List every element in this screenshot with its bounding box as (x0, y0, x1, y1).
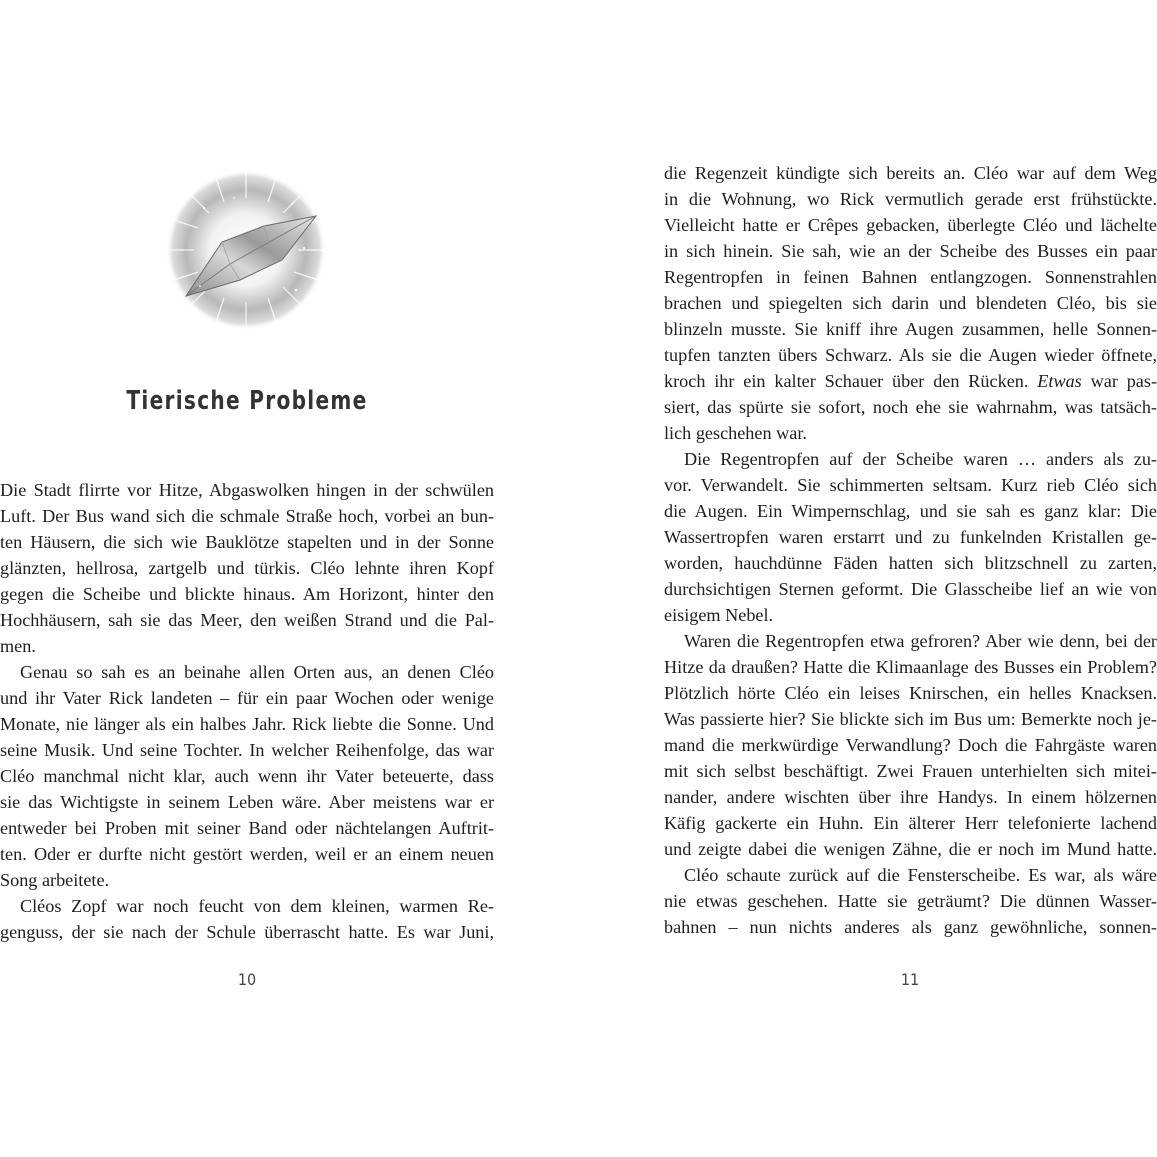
text-line: Hitze da draußen? Hatte die Klimaanlage des Busses ein Problem? (664, 657, 1157, 677)
left-page-text (0, 477, 494, 945)
text-line: tupfen tanzten übers Schwarz. Als sie die Augen wieder öffnete, (664, 345, 1157, 365)
text-line: mand die merkwürdige Verwandlung? Doch die Fahrgäste waren (664, 735, 1157, 755)
chapter-title: Tierische Probleme (126, 386, 368, 416)
text-line: eisigem Nebel. (664, 605, 774, 625)
text-line: vor. Verwandelt. Sie schimmerten seltsam. Kurz rieb Cléo sich (664, 475, 1157, 495)
text-line: genguss, der sie nach der Schule überrascht hatte. Es war Juni, (0, 922, 494, 942)
text-line: Genau so sah es an beinahe allen Orten aus, an denen Cléo (20, 662, 494, 682)
page-number-left: 10 (237, 970, 257, 989)
text-line: sie das Wichtigste in seinem Leben wäre. Aber meistens war er (0, 792, 494, 812)
crystal-icon (164, 168, 328, 332)
text-line: Die Regentropfen auf der Scheibe waren … anders als zu- (684, 449, 1157, 469)
text-line: seine Musik. Und seine Tochter. In welcher Reihenfolge, das war (0, 740, 494, 760)
text-line: ten. Oder er durfte nicht gestört werden, weil er an einem neuen (0, 844, 494, 864)
text-line: die Regenzeit kündigte sich bereits an. Cléo war auf dem Weg (664, 163, 1157, 183)
text-line: Cléo manchmal nicht klar, auch wenn ihr Vater beteuerte, dass (0, 766, 494, 786)
text-line: worden, hauchdünne Fäden hatten sich blitzschnell zu zarten, (664, 553, 1157, 573)
text-line: mit sich selbst beschäftigt. Zwei Frauen unterhielten sich mitei- (664, 761, 1157, 781)
text-line: und zeigte dabei die wenigen Zähne, die er noch im Mund hatte. (664, 839, 1157, 859)
text-line: in sich hinein. Sie sah, wie an der Scheibe des Busses ein paar (664, 241, 1157, 261)
text-line: nie etwas geschehen. Hatte sie geträumt? Die dünnen Wasser- (664, 891, 1157, 911)
text-line: glänzten, hellrosa, zartgelb und türkis. Cléo lehnte ihren Kopf (0, 558, 494, 578)
text-line: gegen die Scheibe und blickte hinaus. Am Horizont, hinter den (0, 584, 494, 604)
text-line: men. (0, 636, 36, 656)
text-line: Käfig gackerte ein Huhn. Ein älterer Herr telefonierte lachend (664, 813, 1157, 833)
text-line: brachen und spiegelten sich darin und blendeten Cléo, bis sie (664, 293, 1157, 313)
text-line: Wassertropfen waren erstarrt und zu funkelnden Kristallen ge- (664, 527, 1157, 547)
text-line: Was passierte hier? Sie blickte sich im Bus um: Bemerkte noch je- (664, 709, 1157, 729)
text-line: Plötzlich hörte Cléo ein leises Knirschen, ein helles Knacksen. (664, 683, 1157, 703)
text-line: blinzeln musste. Sie kniff ihre Augen zusammen, helle Sonnen- (664, 319, 1157, 339)
text-line: entweder bei Proben mit seiner Band oder nächtelangen Auftrit- (0, 818, 494, 838)
right-page-text (664, 160, 1157, 940)
text-line: Song arbeitete. (0, 870, 110, 890)
text-line: Cléo schaute zurück auf die Fensterscheibe. Es war, als wäre (684, 865, 1157, 885)
italic-word: Etwas (1037, 371, 1082, 391)
text-line-part: war pas- (1090, 371, 1157, 391)
text-line: Cléos Zopf war noch feucht von dem kleinen, warmen Re- (20, 896, 494, 916)
text-line: bahnen – nun nichts anderes als ganz gewöhnliche, sonnen- (664, 917, 1157, 937)
text-line: Monate, nie länger als ein halbes Jahr. Rick liebte die Sonne. Und (0, 714, 494, 734)
text-line: und ihr Vater Rick landeten – für ein paar Wochen oder wenige (0, 688, 494, 708)
text-line: Luft. Der Bus wand sich die schmale Straße hoch, vorbei an bun- (0, 506, 494, 526)
page-number-right: 11 (900, 970, 920, 989)
text-line (664, 368, 1157, 394)
text-line: Regentropfen in feinen Bahnen entlangzogen. Sonnenstrahlen (664, 267, 1157, 287)
text-line: Die Stadt flirrte vor Hitze, Abgaswolken hingen in der schwülen (0, 480, 494, 500)
text-line-part: kroch ihr ein kalter Schauer über den Rücken. (664, 371, 1029, 391)
text-line: in die Wohnung, wo Rick vermutlich gerade erst frühstückte. (664, 189, 1157, 209)
text-line: die Augen. Ein Wimpernschlag, und sie sah es ganz klar: Die (664, 501, 1157, 521)
text-line: ten Häusern, die sich wie Bauklötze stapelten und in der Sonne (0, 532, 494, 552)
text-line: Hochhäusern, sah sie das Meer, den weißen Strand und die Pal- (0, 610, 494, 630)
text-line: Waren die Regentropfen etwa gefroren? Aber wie denn, bei der (684, 631, 1157, 651)
text-line: Vielleicht hatte er Crêpes gebacken, überlegte Cléo und lächelte (664, 215, 1157, 235)
text-line: lich geschehen war. (664, 423, 807, 443)
text-line: durchsichtigen Sternen geformt. Die Glasscheibe lief an wie von (664, 579, 1157, 599)
text-line: siert, das spürte sie sofort, noch ehe sie wahrnahm, was tatsäch- (664, 397, 1157, 417)
text-line: nander, andere wischten über ihre Handys. In einem hölzernen (664, 787, 1157, 807)
